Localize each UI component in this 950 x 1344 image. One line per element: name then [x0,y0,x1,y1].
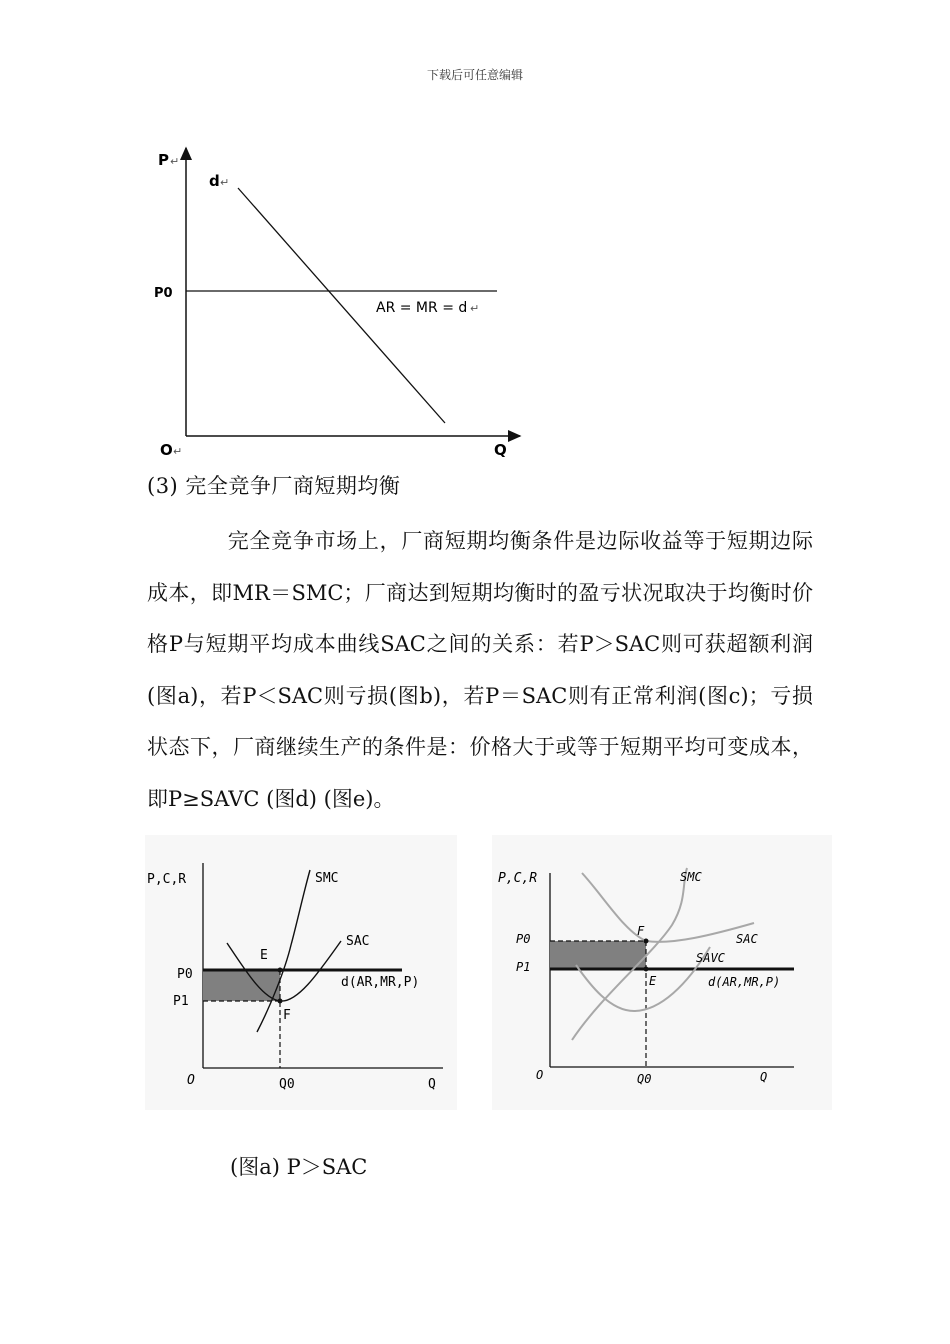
page-header: 下载后可任意编辑 [426,68,523,82]
smc-label: SMC [680,870,702,884]
p1-label: P1 [516,960,531,974]
y-axis-label: P,C,R [498,871,538,886]
e-label: E [649,974,657,988]
sac-label: SAC [346,934,370,949]
figure-b [492,835,832,1110]
line-return-mark: ↵ [470,302,480,315]
d-label: d [209,172,220,190]
point-e [644,967,649,972]
smc-label: SMC [315,871,339,886]
figure-caption: (图a) P＞SAC [230,1155,368,1179]
origin-label: O [536,1068,544,1082]
savc-label: SAVC [696,951,725,965]
origin-label: O [187,1073,195,1088]
point-e [278,968,283,973]
e-label: E [260,948,268,963]
origin-return-mark: ↵ [173,445,183,458]
body-paragraph [147,516,813,825]
p1-label: P1 [173,994,189,1009]
q0-label: Q0 [279,1077,295,1092]
q0-label: Q0 [637,1072,652,1086]
y-axis-label: P [158,151,169,169]
x-axis-label: Q [760,1070,768,1084]
y-return-mark: ↵ [170,155,180,168]
loss-area [550,941,646,969]
p0-label: P0 [154,286,173,301]
origin-label: O [160,441,173,459]
paragraph-text: 完全竞争市场上，厂商短期均衡条件是边际收益等于短期边际成本，即MR＝SMC；厂商达到短期均衡时的盈亏状况取决于均衡时价格P与短期平均成本曲线SAC之间的关系：若P＞SAC则可获超额利润(图a)，若P＜SAC则亏损(图b)，若P＝SAC则有正常利润(图c)；亏损状态下，厂商继续生产的条件是：价格大于或等于短期平均可变成本，即P≥SAVC (图d) (图e)。 [147,529,813,811]
demand-label: d(AR,MR,P) [708,975,781,989]
f-label: F [283,1008,291,1023]
sac-label: SAC [736,932,758,946]
y-axis-label: P,C,R [147,872,187,887]
point-f [644,939,649,944]
p0-label: P0 [516,932,531,946]
demand-label: d(AR,MR,P) [341,975,420,990]
d-return-mark: ↵ [220,176,230,189]
x-axis-label: Q [494,441,507,459]
f-label: F [637,924,645,938]
demand-figure [140,140,540,465]
section-title: (3) 完全竞争厂商短期均衡 [147,474,401,498]
p0-label: P0 [177,967,193,982]
figure-a [145,835,457,1110]
x-axis-label: Q [428,1077,436,1092]
line-label: AR = MR = d [376,300,468,316]
point-f [278,999,283,1004]
